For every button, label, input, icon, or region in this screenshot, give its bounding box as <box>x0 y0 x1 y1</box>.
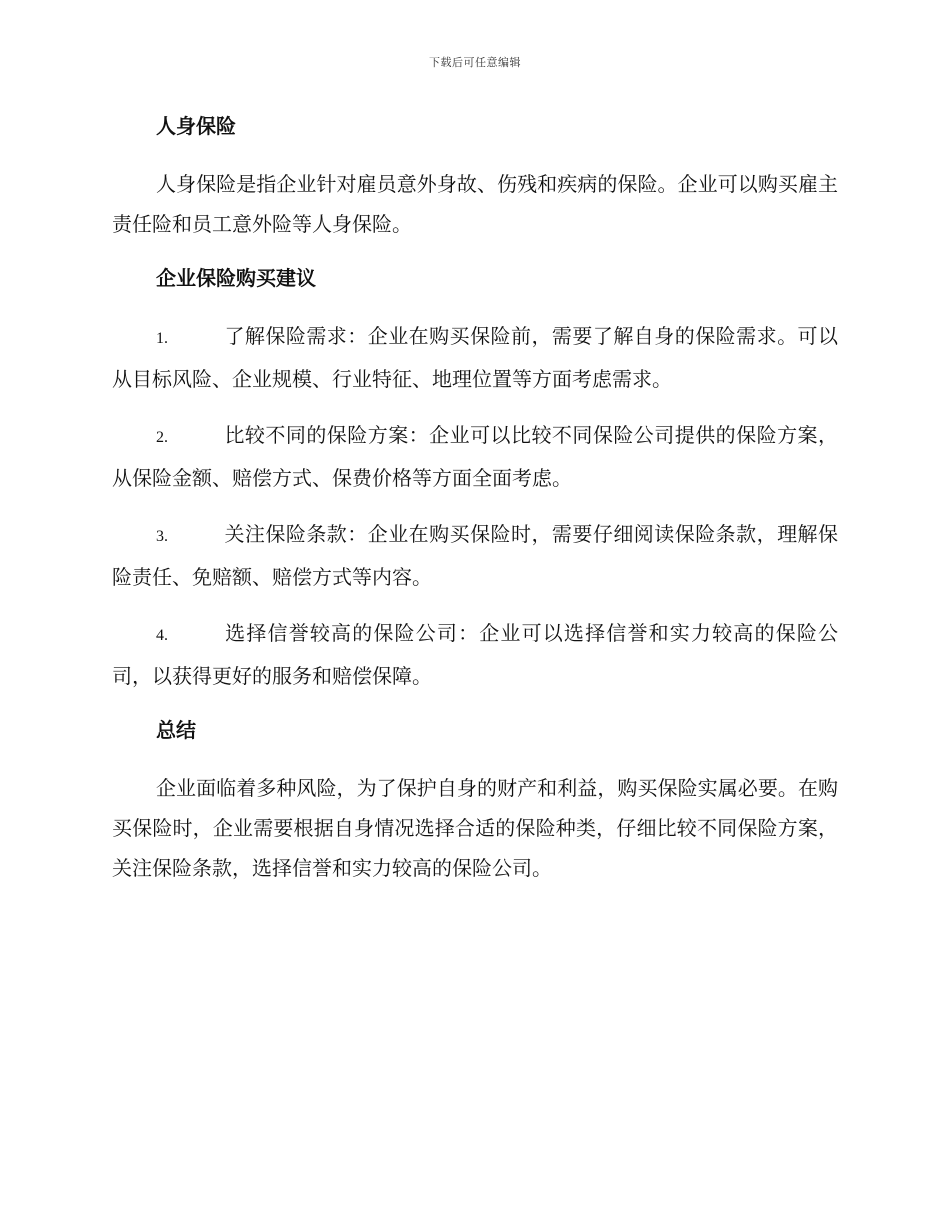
list-number: 4. <box>156 627 168 644</box>
list-text: 比较不同的保险方案：企业可以比较不同保险公司提供的保险方案，从保险金额、赔偿方式、保费价格等方面全面考虑。 <box>112 423 838 490</box>
list-item <box>112 415 838 498</box>
document-content <box>112 108 838 904</box>
header-note: 下载后可任意编辑 <box>429 56 521 69</box>
list-text: 了解保险需求：企业在购买保险前，需要了解自身的保险需求。可以从目标风险、企业规模、行业特征、地理位置等方面考虑需求。 <box>112 324 838 391</box>
list-item <box>112 316 838 399</box>
paragraph-personal-insurance: 人身保险是指企业针对雇员意外身故、伤残和疾病的保险。企业可以购买雇主责任险和员工意外险等人身保险。 <box>112 172 838 236</box>
list-text: 关注保险条款：企业在购买保险时，需要仔细阅读保险条款，理解保险责任、免赔额、赔偿方式等内容。 <box>112 522 838 589</box>
section-heading-summary: 总结 <box>156 718 196 742</box>
section-heading-purchase-advice: 企业保险购买建议 <box>156 266 316 290</box>
list-item <box>112 613 838 696</box>
list-number: 2. <box>156 429 168 446</box>
list-text: 选择信誉较高的保险公司：企业可以选择信誉和实力较高的保险公司，以获得更好的服务和赔偿保障。 <box>112 621 838 688</box>
list-item <box>112 514 838 597</box>
section-heading-personal-insurance: 人身保险 <box>156 114 236 138</box>
list-number: 1. <box>156 330 168 347</box>
paragraph-summary: 企业面临着多种风险，为了保护自身的财产和利益，购买保险实属必要。在购买保险时，企业需要根据自身情况选择合适的保险种类，仔细比较不同保险方案，关注保险条款，选择信誉和实力较高的保险公司。 <box>112 776 838 880</box>
list-number: 3. <box>156 528 168 545</box>
